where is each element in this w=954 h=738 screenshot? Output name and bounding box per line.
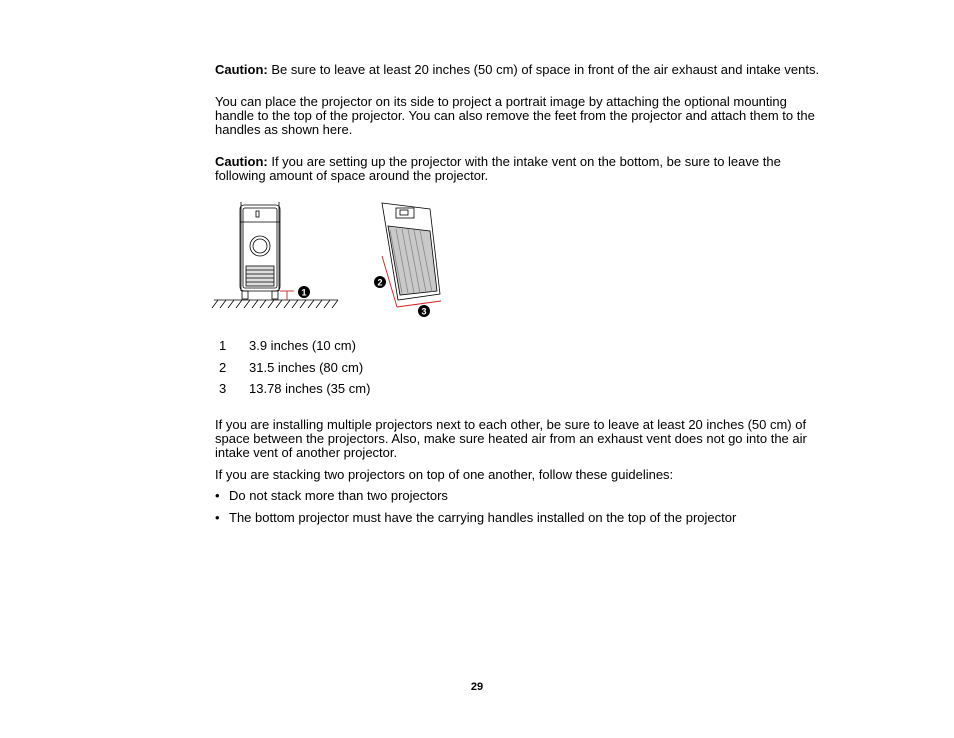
bullet-icon: • <box>215 488 220 503</box>
legend-value: 3.9 inches (10 cm) <box>249 338 356 353</box>
dimension-legend <box>215 338 515 403</box>
projector-front-view <box>240 202 280 299</box>
legend-value: 13.78 inches (35 cm) <box>249 381 371 396</box>
legend-number: 1 <box>219 338 227 353</box>
bullet-icon: • <box>215 510 220 525</box>
callout-1-label: 1 <box>301 287 307 298</box>
caution-label: Caution: <box>215 154 268 169</box>
caution-paragraph-vents <box>215 63 827 77</box>
legend-row <box>215 381 515 403</box>
list-item <box>215 510 835 532</box>
legend-number: 3 <box>219 381 227 396</box>
callout-3-label: 3 <box>421 306 427 317</box>
dimension-1-arrow <box>280 291 294 300</box>
legend-row <box>215 360 515 382</box>
clearance-illustration <box>210 196 460 322</box>
list-item-text: Do not stack more than two projectors <box>229 488 448 503</box>
portrait-paragraph: You can place the projector on its side to project a portrait image by attaching the optional mounting handle to the top of the projector. You can also remove the feet from the projector and attach them to the handles as shown here. <box>215 94 815 137</box>
callout-2-label: 2 <box>377 277 383 288</box>
caution-text: If you are setting up the projector with the intake vent on the bottom, be sure to leave the following amount of space around the projector. <box>215 154 781 183</box>
page-number: 29 <box>470 681 484 693</box>
legend-value: 31.5 inches (80 cm) <box>249 359 364 375</box>
floor-line <box>212 300 338 308</box>
caution-paragraph-intake <box>215 155 827 183</box>
list-item <box>215 488 835 510</box>
caution-label: Caution: <box>215 62 268 77</box>
legend-number: 2 <box>219 359 227 375</box>
multiple-projectors-paragraph: If you are installing multiple projectors next to each other, be sure to leave at least 20 inches (50 cm) of space between the projectors. Also, make sure heated air from an exhaust vent does not go into the air intake vent of another projector. <box>215 417 807 460</box>
list-item-text: The bottom projector must have the carrying handles installed on the top of the projector <box>229 510 737 525</box>
caution-text: Be sure to leave at least 20 inches (50 cm) of space in front of the air exhaust and intake vents. <box>267 62 820 77</box>
legend-row <box>215 338 515 360</box>
stacking-guidelines-list <box>215 488 835 532</box>
dimension-3-arrow <box>397 301 441 307</box>
stacking-paragraph: If you are stacking two projectors on top of one another, follow these guidelines: <box>215 467 674 482</box>
